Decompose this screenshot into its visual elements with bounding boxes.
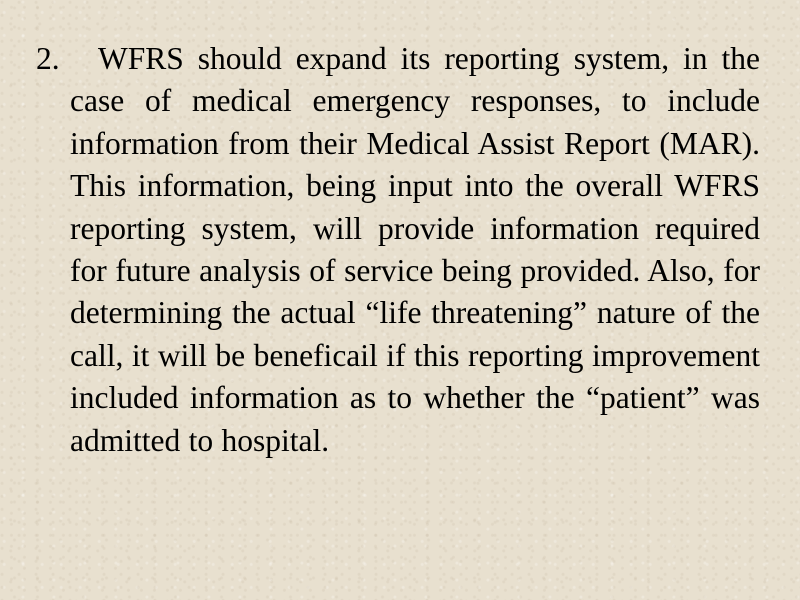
list-number: 2. bbox=[36, 41, 60, 76]
paragraph-text: WFRS should expand its reporting system, in the case of medical emergency responses, to include information from their Medical Assist Report (MAR). This information, being input into the overall WFRS reporting system, will provide information required for future analysis of service being provided. Also, for determining the actual “life threatening” nature of the call, it will be beneficail if this reporting improvement included information as to whether the “patient” was admitted to hospital. bbox=[70, 41, 760, 458]
numbered-paragraph bbox=[36, 38, 760, 462]
